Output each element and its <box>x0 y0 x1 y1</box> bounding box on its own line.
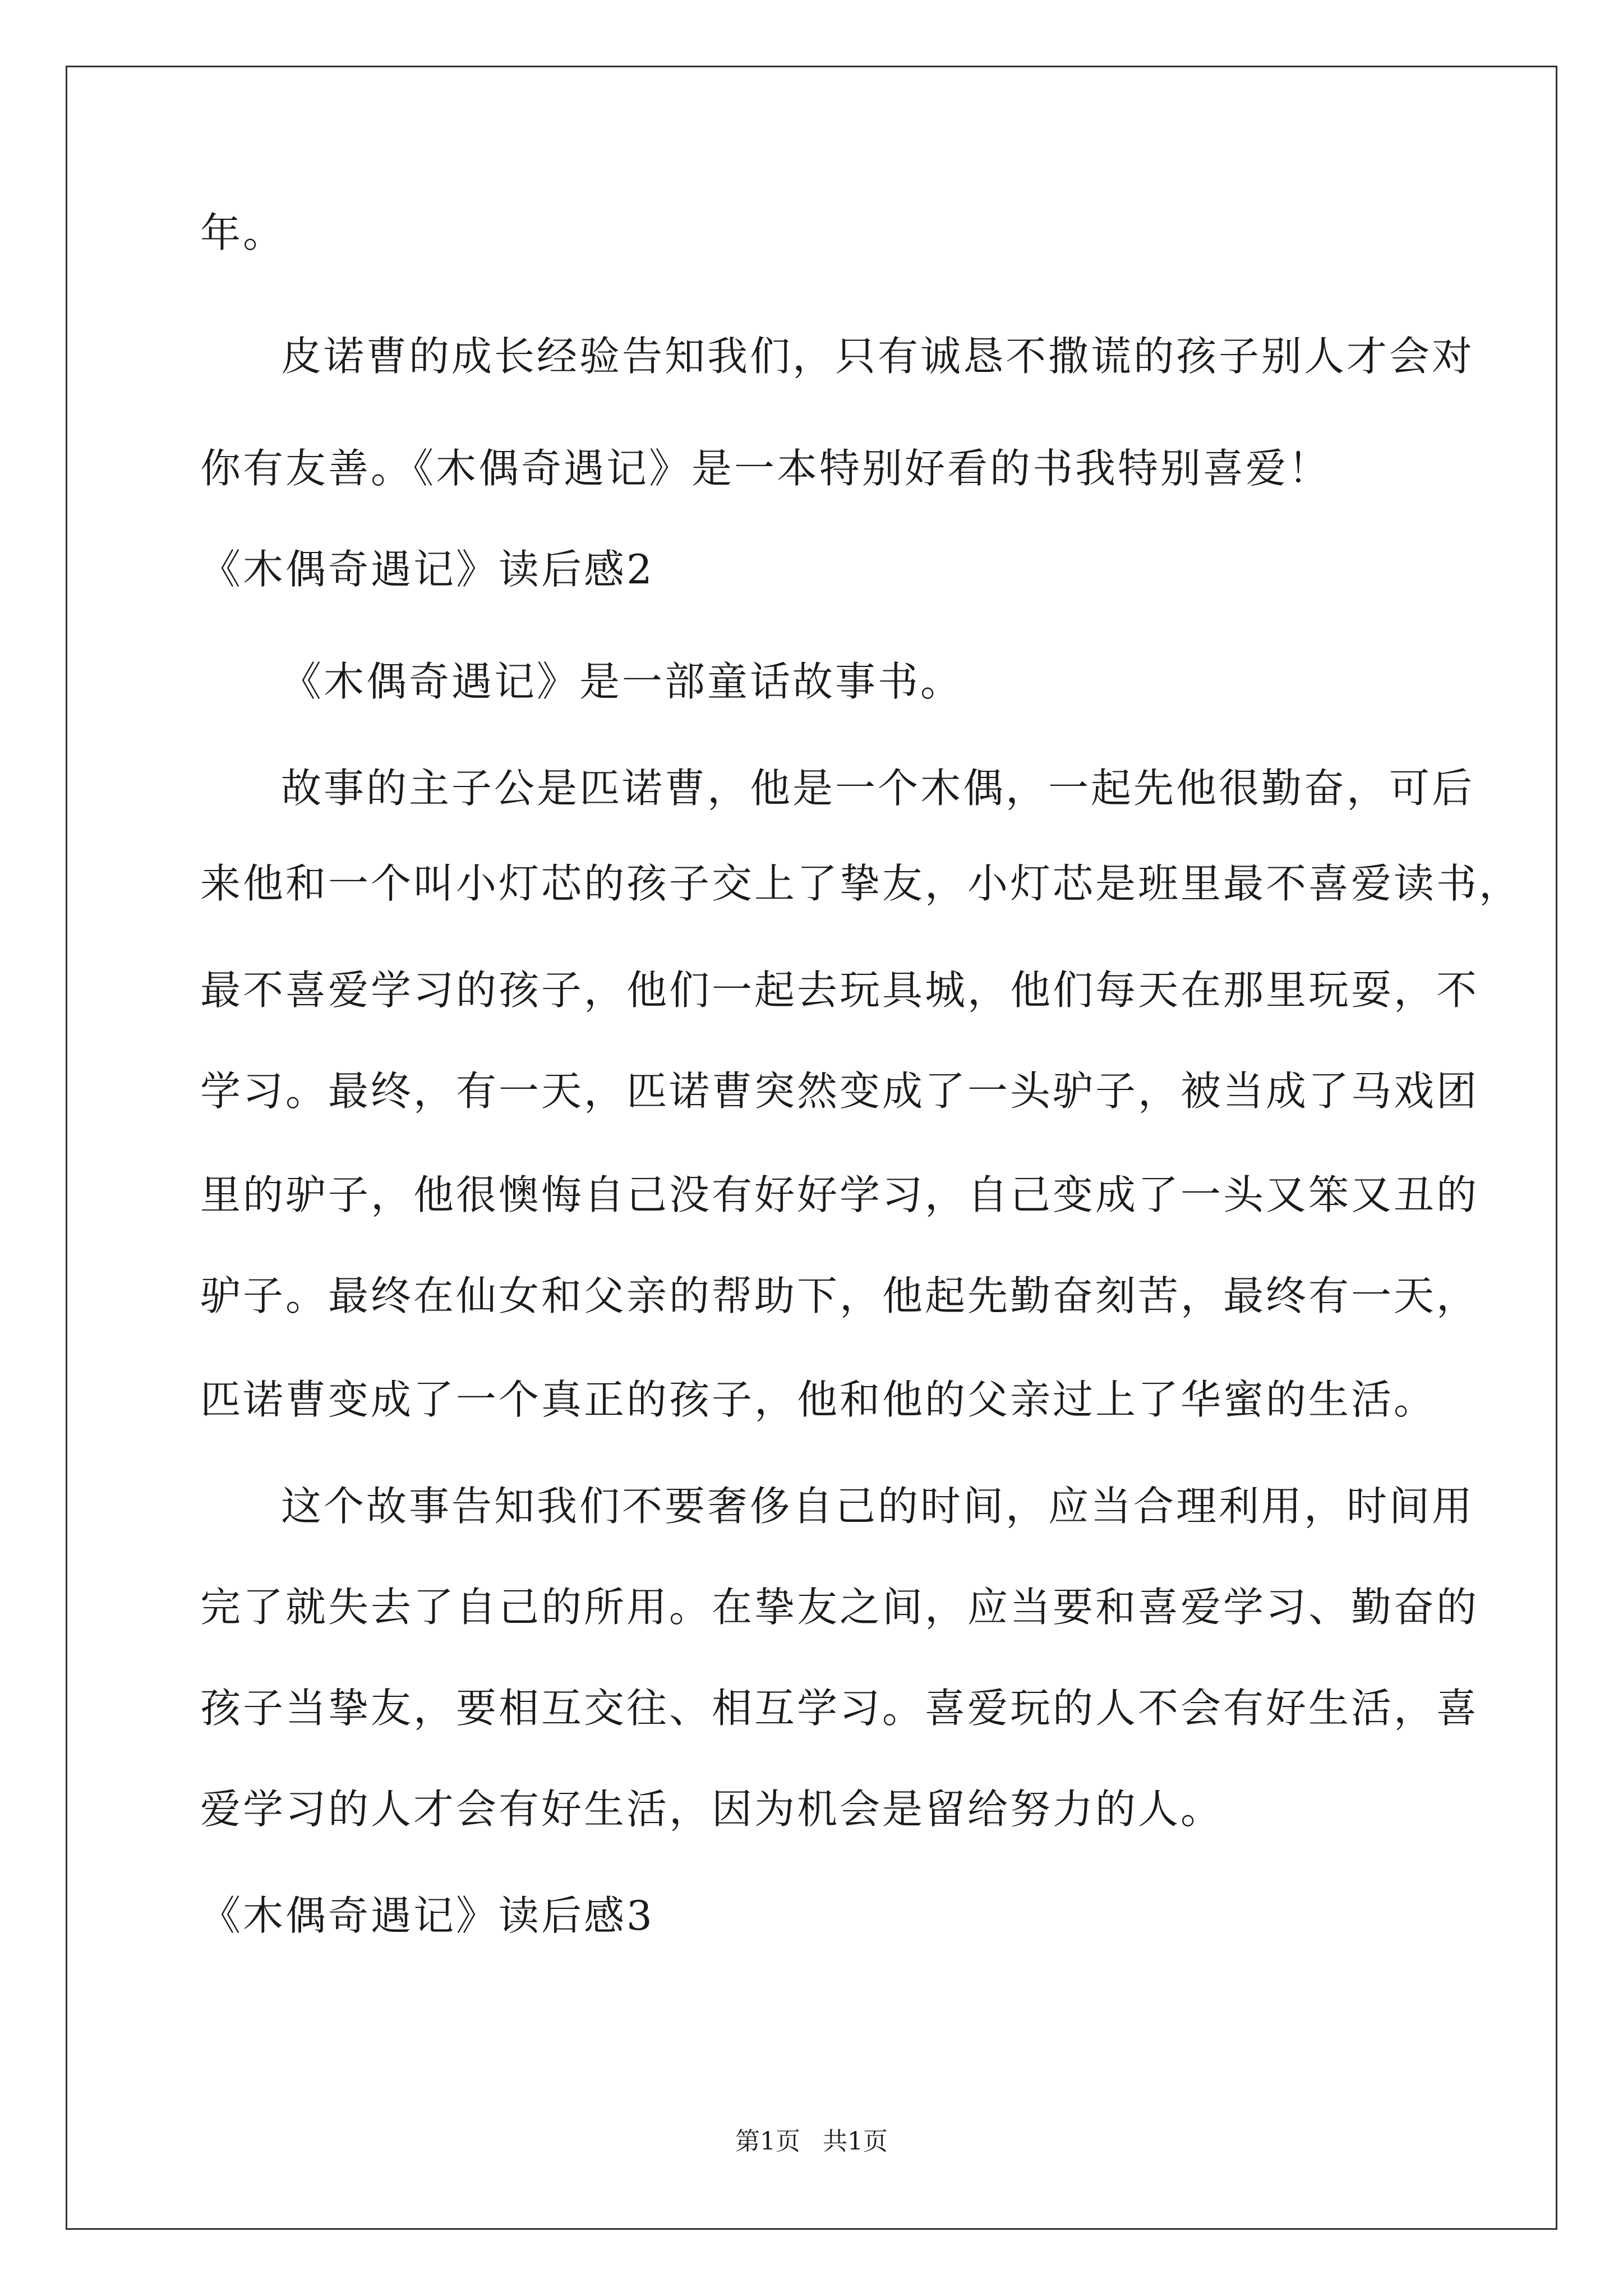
text-line: 驴子。最终在仙女和父亲的帮助下，他起先勤奋刻苦，最终有一天， <box>200 1272 1479 1319</box>
page-number: 第1页 <box>735 2127 800 2156</box>
page-footer <box>0 2126 1623 2157</box>
text-line: 皮诺曹的成长经验告知我们，只有诚恳不撒谎的孩子别人才会对 <box>281 333 1475 380</box>
text-line: 匹诺曹变成了一个真正的孩子，他和他的父亲过上了华蜜的生活。 <box>200 1376 1437 1423</box>
text-line: 学习。最终，有一天，匹诺曹突然变成了一头驴子，被当成了马戏团 <box>200 1068 1479 1115</box>
section-heading: 《木偶奇遇记》读后感2 <box>200 546 654 593</box>
text-line: 《木偶奇遇记》是一部童话故事书。 <box>281 658 963 705</box>
text-line: 里的驴子，他很懊悔自己没有好好学习，自己变成了一头又笨又丑的 <box>200 1171 1479 1218</box>
page-total: 共1页 <box>823 2127 888 2156</box>
text-line: 完了就失去了自己的所用。在挚友之间，应当要和喜爱学习、勤奋的 <box>200 1584 1479 1631</box>
text-line: 孩子当挚友，要相互交往、相互学习。喜爱玩的人不会有好生活，喜 <box>200 1685 1479 1732</box>
text-line: 这个故事告知我们不要奢侈自己的时间，应当合理利用，时间用 <box>281 1483 1475 1530</box>
text-line: 你有友善。《木偶奇遇记》是一本特别好看的书我特别喜爱！ <box>200 445 1331 492</box>
text-line: 故事的主子公是匹诺曹，他是一个木偶，一起先他很勤奋，可后 <box>281 765 1475 812</box>
text-line: 来他和一个叫小灯芯的孩子交上了挚友，小灯芯是班里最不喜爱读书， <box>200 860 1522 907</box>
text-line: 爱学习的人才会有好生活，因为机会是留给努力的人。 <box>200 1786 1224 1833</box>
section-heading: 《木偶奇遇记》读后感3 <box>200 1892 654 1939</box>
text-line: 年。 <box>200 209 286 256</box>
text-line: 最不喜爱学习的孩子，他们一起去玩具城，他们每天在那里玩耍，不 <box>200 967 1479 1014</box>
